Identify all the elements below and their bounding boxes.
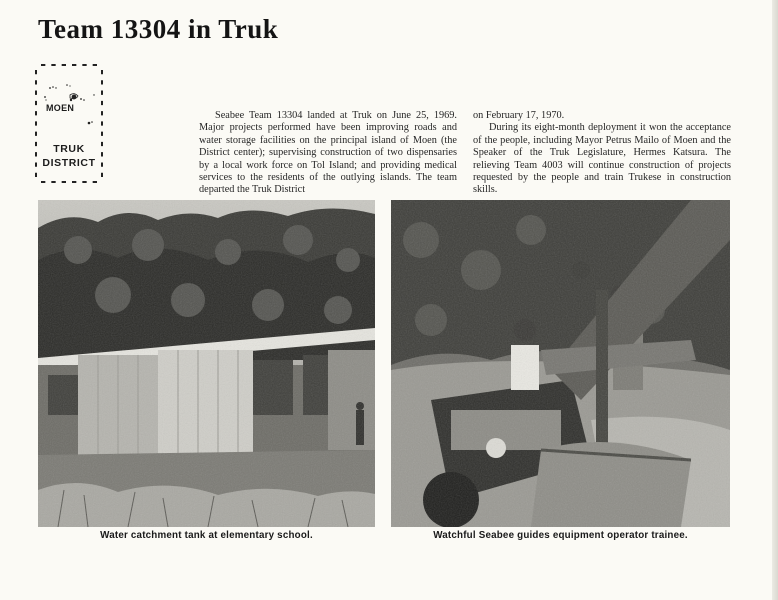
photo-water-tank <box>38 200 375 527</box>
district-map <box>35 64 103 183</box>
island-label: MOEN <box>46 103 75 113</box>
page-edge <box>772 0 778 600</box>
photo-caption-left: Water catchment tank at elementary school. <box>100 530 313 541</box>
district-line-2: DISTRICT <box>42 157 96 169</box>
article-paragraph: During its eight-month deployment it won the acceptance of the people, including Mayor Petrus Mailo of Moen and the Speaker of the Truk Legislature, Hermes Katsura. The relieving Team 4003 will continue construction of projects requested by the people and train Trukese in construction skills. <box>473 122 731 196</box>
district-label <box>37 142 101 170</box>
district-line-1: TRUK <box>53 143 85 155</box>
article-column-1 <box>199 110 457 197</box>
article-body <box>199 110 731 197</box>
article-paragraph: on February 17, 1970. <box>473 110 565 121</box>
article-paragraph: Seabee Team 13304 landed at Truk on June 25, 1969. Major projects performed have been improving roads and water storage facilities on the principal island of Moen (the District center); supervising construction of two dispensaries by a local work force on Tol Island; and providing medical services to the residents of the outlying islands. The team departed the Truk District <box>199 110 457 196</box>
page-title: Team 13304 in Truk <box>38 14 279 44</box>
article-column-2 <box>473 110 731 197</box>
photo-equipment-operator <box>391 200 730 527</box>
photo-caption-right: Watchful Seabee guides equipment operator trainee. <box>433 530 688 541</box>
island-map-graphic <box>37 66 101 126</box>
